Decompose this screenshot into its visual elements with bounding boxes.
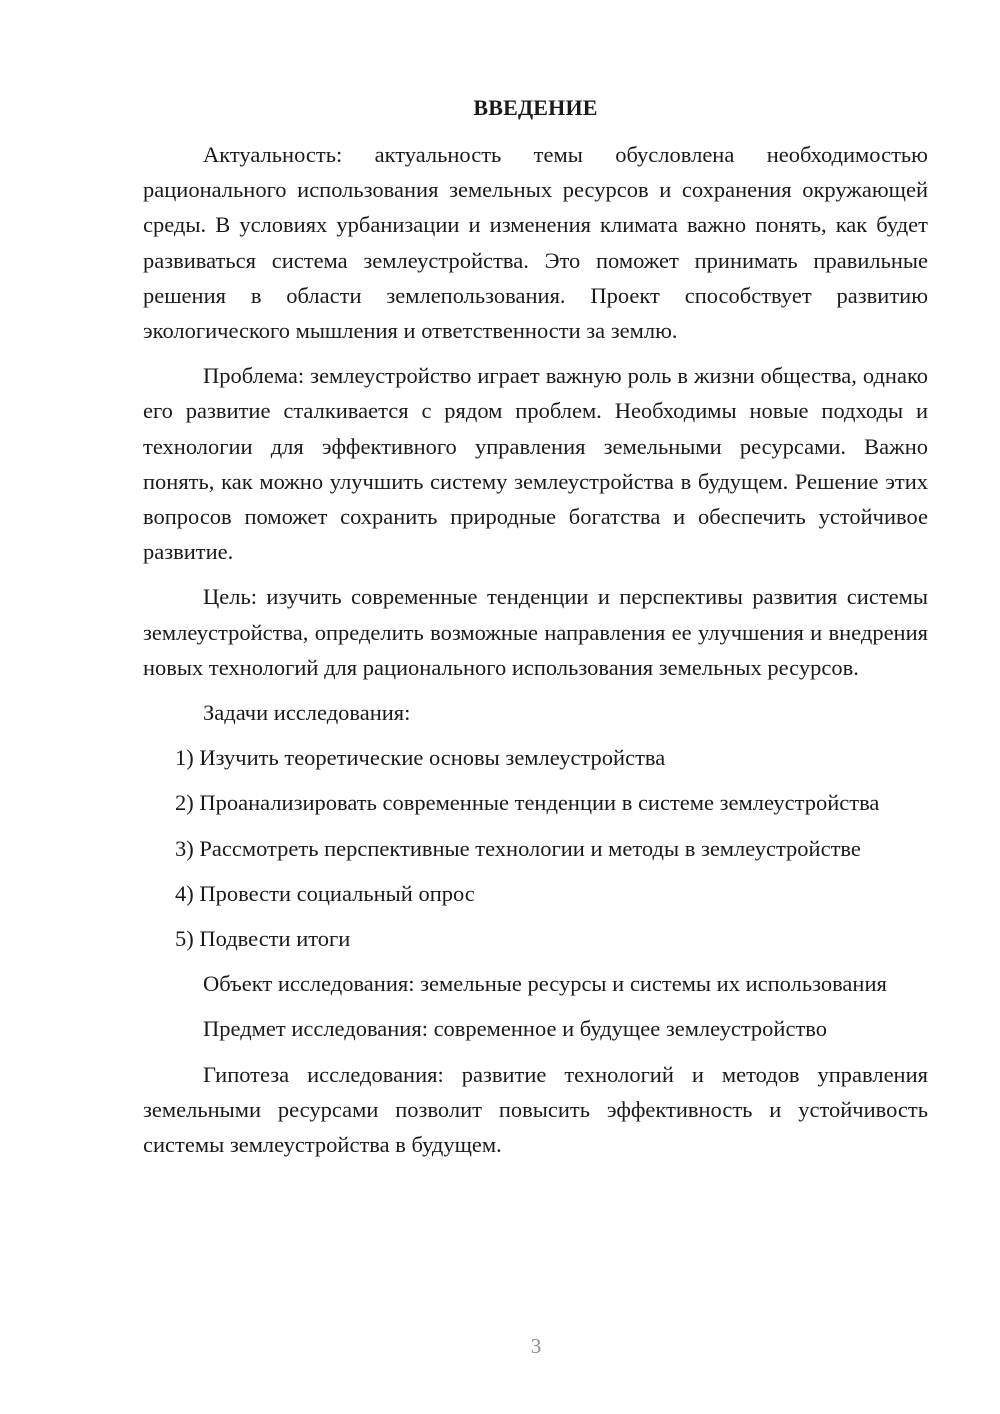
object-paragraph: Объект исследования: земельные ресурсы и системы их использования <box>203 971 887 997</box>
hypothesis-paragraph: Гипотеза исследования: развитие технологий и методов управления земельными ресурсами позволит повысить эффективность и устойчивость системы землеустройства в будущем. <box>143 1061 928 1158</box>
task-item-5: 5) Подвести итоги <box>175 926 351 952</box>
subject-paragraph: Предмет исследования: современное и будущее землеустройство <box>203 1016 828 1042</box>
page-title: ВВЕДЕНИЕ <box>473 95 598 120</box>
task-item-2: 2) Проанализировать современные тенденции в системе землеустройства <box>175 790 880 816</box>
problem-paragraph: Проблема: землеустройство играет важную роль в жизни общества, однако его развитие сталкивается с рядом проблем. Необходимы новые подходы и технологии для эффективного управления земельными ресурсами. Важно понять, как можно улучшить систему землеустройства в будущем. Решение этих вопросов поможет сохранить природные богатства и обеспечить устойчивое развитие. <box>143 363 928 565</box>
document-page <box>143 95 928 1172</box>
page-number: 3 <box>530 1334 542 1358</box>
relevance-paragraph: Актуальность: актуальность темы обусловлена необходимостью рационального использования земельных ресурсов и сохранения окружающей среды. В условиях урбанизации и изменения климата важно понять, как будет развиваться система землеустройства. Это поможет принимать правильные решения в области землепользования. Проект способствует развитию экологического мышления и ответственности за землю. <box>143 142 928 344</box>
task-item-4: 4) Провести социальный опрос <box>175 880 475 906</box>
task-item-1: 1) Изучить теоретические основы землеустройства <box>175 745 666 771</box>
task-item-3: 3) Рассмотреть перспективные технологии и методы в землеустройстве <box>175 835 861 861</box>
goal-paragraph: Цель: изучить современные тенденции и перспективы развития системы землеустройства, определить возможные направления ее улучшения и внедрения новых технологий для рационального использования земельных ресурсов. <box>143 584 928 680</box>
tasks-heading: Задачи исследования: <box>203 700 411 726</box>
